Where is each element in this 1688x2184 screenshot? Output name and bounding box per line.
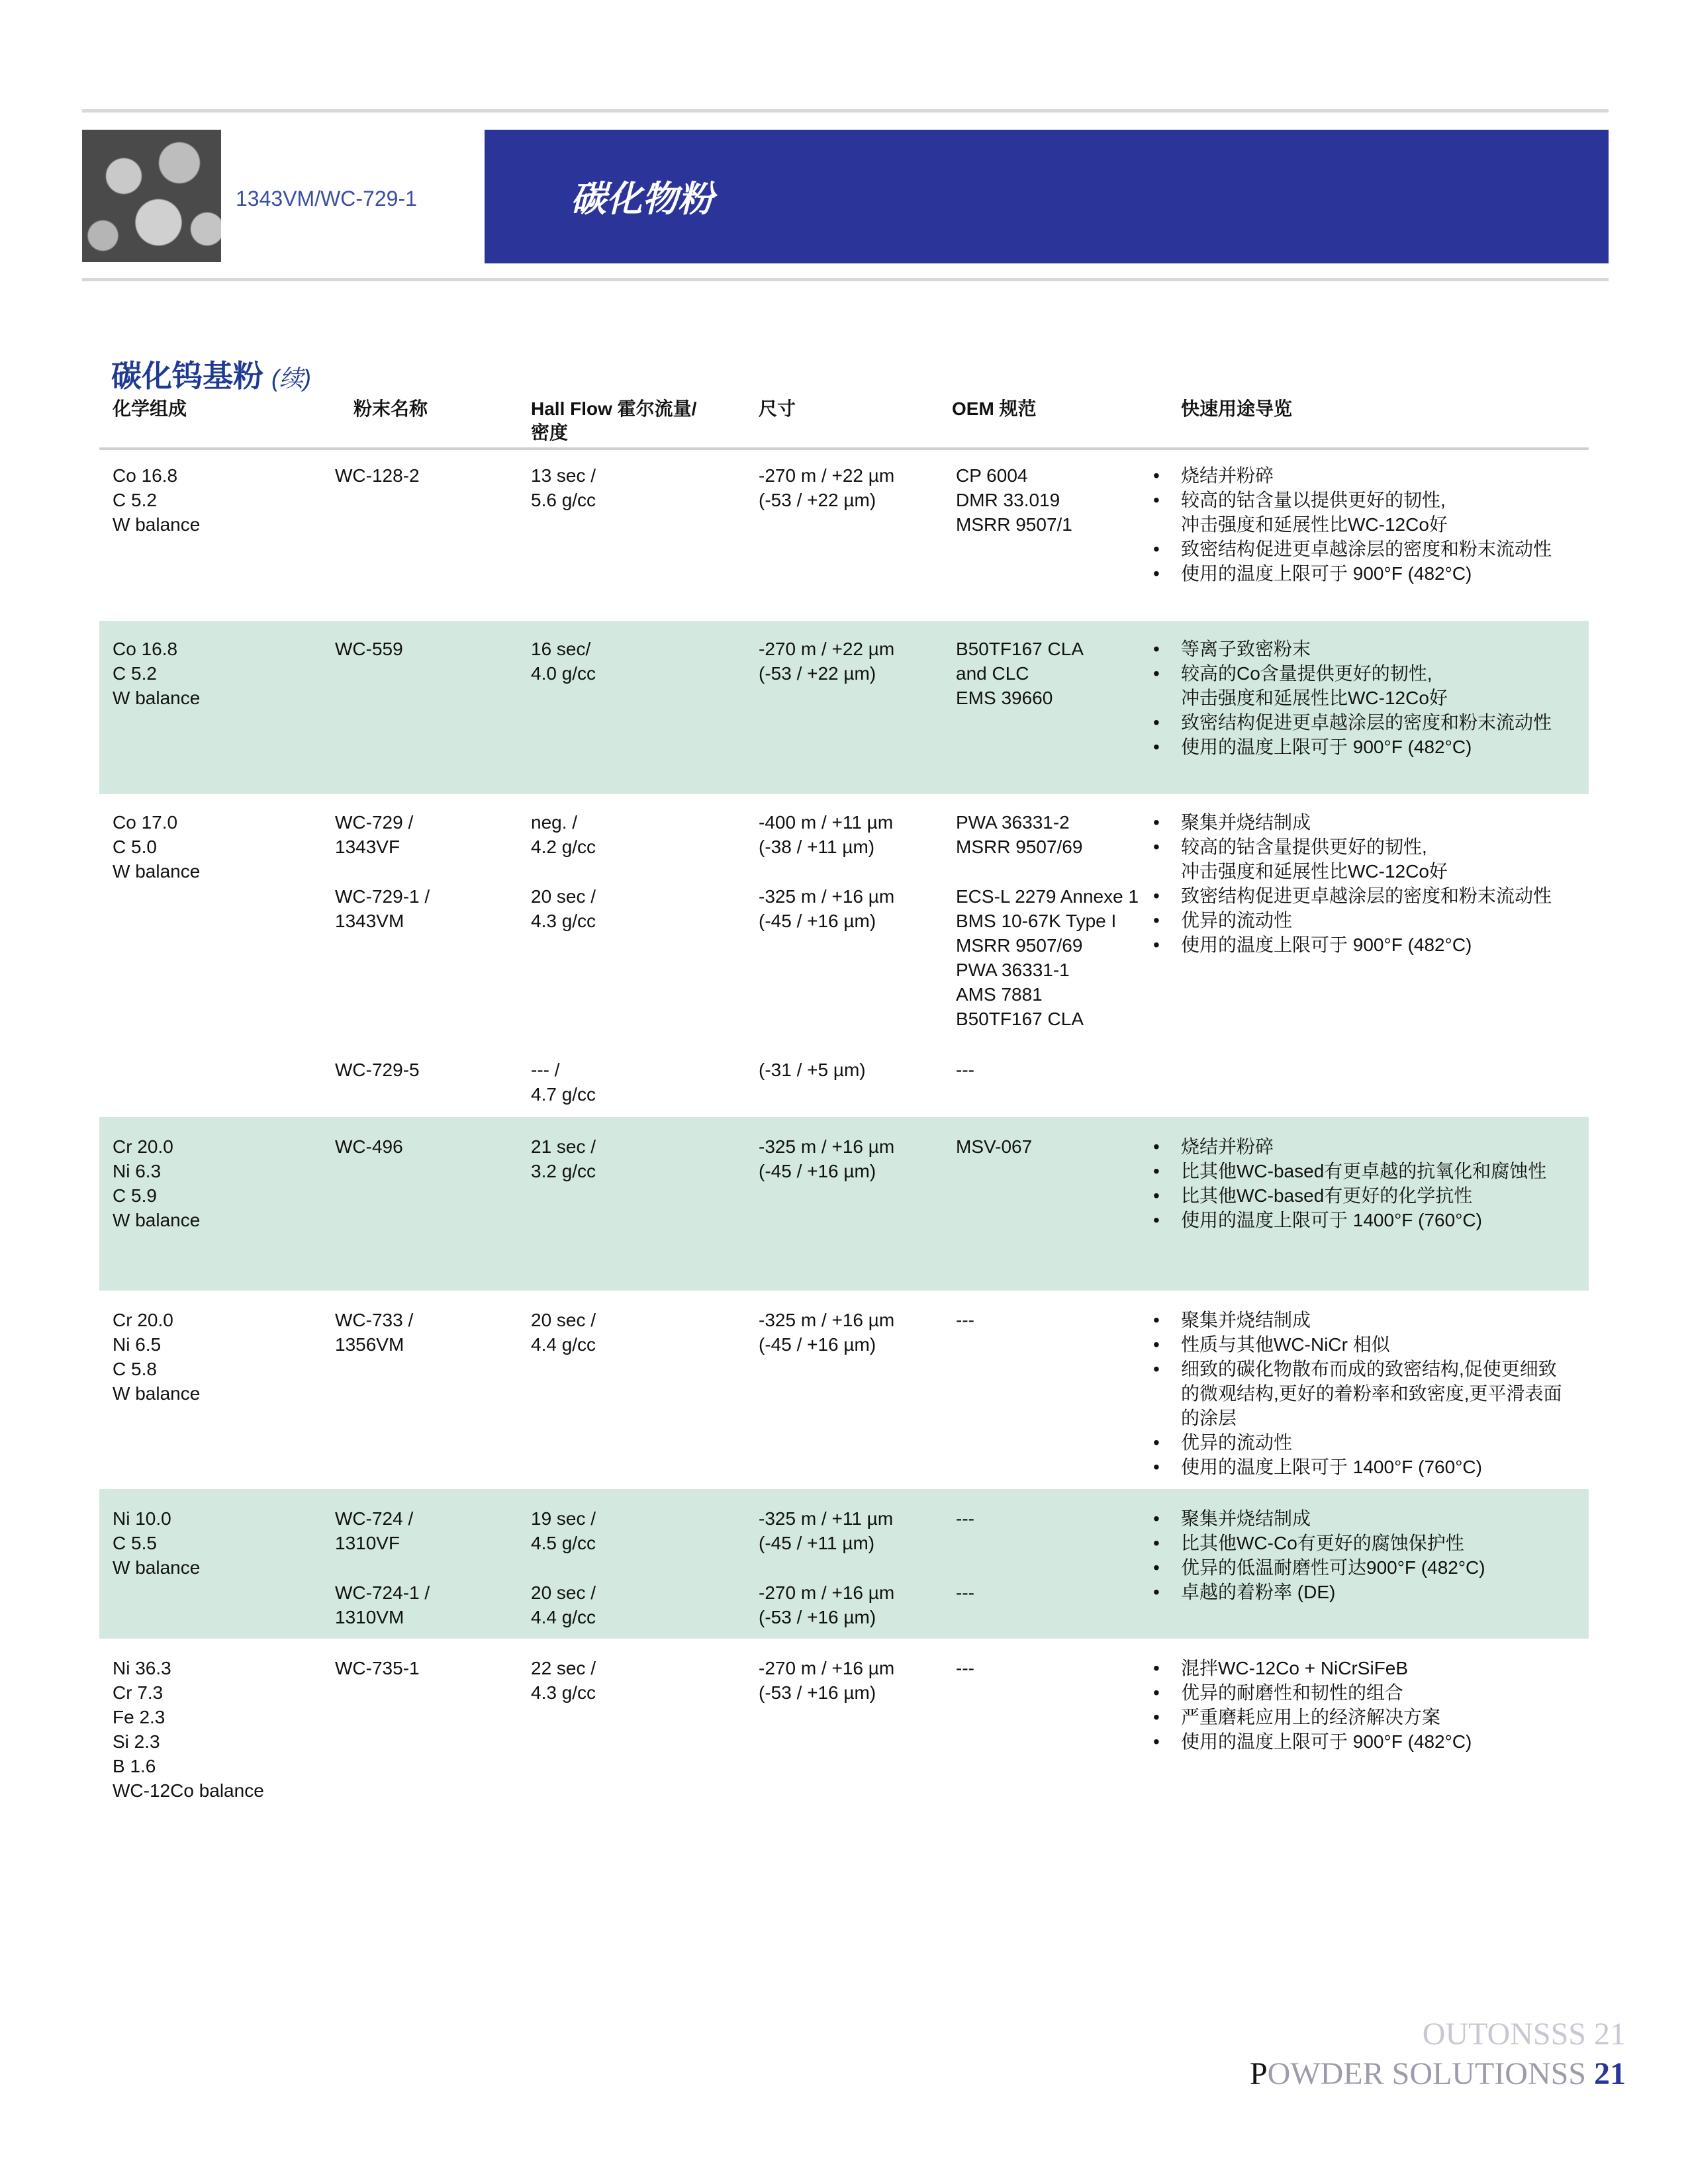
use-text: 致密结构促进更卓越涂层的密度和粉末流动性 (1181, 539, 1552, 559)
use-item (1153, 933, 1552, 957)
powder-name-cell (335, 1506, 413, 1555)
use-text: 烧结并粉碎 (1181, 1136, 1274, 1157)
size-cell (759, 637, 894, 686)
oem-spec-cell (956, 1580, 974, 1605)
oem-spec-cell (956, 884, 1139, 1031)
size-cell (759, 1580, 894, 1629)
col-header-uses: 快速用途导览 (1181, 398, 1293, 419)
hall-flow-cell (531, 884, 596, 933)
powder-name-line: 1343VF (335, 837, 400, 857)
bullet-icon: • (1153, 1707, 1160, 1727)
col-header-hall-flow-line1: Hall Flow 霍尔流量/ (531, 398, 697, 419)
oem-spec-line: MSV-067 (956, 1136, 1033, 1157)
use-text: 致密结构促进更卓越涂层的密度和粉末流动性 (1181, 712, 1552, 733)
powder-name-line: WC-559 (335, 639, 403, 659)
composition-cell (113, 463, 200, 537)
composition-line: Si 2.3 (113, 1731, 160, 1752)
size-line: -270 m / +22 µm (759, 639, 895, 659)
bullet-icon: • (1153, 1359, 1160, 1379)
use-item (1153, 1455, 1562, 1479)
use-item (1153, 561, 1552, 586)
hall-flow-line: 4.4 g/cc (531, 1334, 596, 1355)
oem-spec-line: MSRR 9507/69 (956, 837, 1083, 857)
oem-spec-line: and CLC (956, 663, 1029, 684)
composition-line: Ni 6.3 (113, 1161, 162, 1181)
use-text: 聚集并烧结制成 (1181, 1508, 1311, 1529)
composition-line: C 5.9 (113, 1185, 157, 1206)
composition-line: Co 16.8 (113, 465, 178, 486)
quick-uses-list (1153, 1134, 1546, 1232)
hall-flow-line: 5.6 g/cc (531, 490, 596, 510)
powder-name-line: WC-733 / (335, 1310, 414, 1330)
use-text: 等离子致密粉末 (1181, 639, 1311, 659)
col-header-oem: OEM 规范 (952, 398, 1037, 419)
use-text: 的涂层 (1181, 1408, 1237, 1428)
bullet-icon: • (1153, 490, 1160, 510)
title-banner (485, 130, 1609, 263)
col-header-powder-name: 粉末名称 (353, 398, 428, 419)
use-text: 卓越的着粉率 (DE) (1181, 1582, 1336, 1602)
banner-title: 碳化物粉 (571, 179, 714, 219)
powder-name-line: 1356VM (335, 1334, 404, 1355)
composition-line: WC-12Co balance (113, 1780, 264, 1801)
hall-flow-line: 4.2 g/cc (531, 837, 596, 857)
product-code: 1343VM/WC-729-1 (236, 187, 417, 210)
use-item (1153, 1430, 1562, 1455)
size-line: -270 m / +22 µm (759, 465, 895, 486)
size-line: (-38 / +11 µm) (759, 837, 875, 857)
powder-name-cell (335, 463, 420, 488)
oem-spec-line: B50TF167 CLA (956, 1009, 1084, 1029)
use-text: 使用的温度上限可于 1400°F (760°C) (1181, 1457, 1482, 1477)
size-line: -325 m / +11 µm (759, 1508, 894, 1529)
size-line: (-53 / +22 µm) (759, 490, 876, 510)
bullet-icon: • (1153, 663, 1160, 684)
composition-line: W balance (113, 1557, 201, 1578)
use-item (1153, 1208, 1546, 1232)
composition-line: Cr 7.3 (113, 1682, 164, 1703)
size-cell (759, 463, 894, 512)
use-item (1153, 463, 1552, 488)
use-item (1153, 1506, 1485, 1531)
size-line: -325 m / +16 µm (759, 886, 895, 907)
use-item (1153, 537, 1552, 561)
col-header-size: 尺寸 (759, 398, 796, 419)
bullet-icon: • (1153, 539, 1160, 559)
size-cell (759, 1134, 894, 1183)
powder-name-line: WC-128-2 (335, 465, 420, 486)
hall-flow-cell (531, 1058, 596, 1107)
use-text: 比其他WC-Co有更好的腐蚀保护性 (1181, 1533, 1464, 1553)
bullet-icon: • (1153, 1432, 1160, 1453)
bullet-icon: • (1153, 1334, 1160, 1355)
quick-uses-list (1153, 1656, 1472, 1754)
size-line: (-31 / +5 µm) (759, 1060, 866, 1080)
use-item (1153, 1134, 1546, 1159)
bullet-icon: • (1153, 1185, 1160, 1206)
use-text: 较高的钴含量提供更好的韧性, (1181, 837, 1427, 857)
hall-flow-cell (531, 1506, 596, 1555)
use-text: 冲击强度和延展性比WC-12Co好 (1181, 688, 1448, 708)
hall-flow-line: 16 sec/ (531, 639, 591, 659)
bullet-icon: • (1153, 1533, 1160, 1553)
powder-name-cell (335, 884, 430, 933)
composition-cell (113, 637, 200, 710)
size-line: (-45 / +11 µm) (759, 1533, 875, 1553)
header-top-rule (82, 109, 1609, 113)
use-text: 使用的温度上限可于 900°F (482°C) (1181, 737, 1472, 757)
use-item (1153, 1332, 1562, 1357)
hall-flow-line: 4.0 g/cc (531, 663, 596, 684)
use-item (1153, 1357, 1562, 1430)
composition-cell (113, 1506, 200, 1580)
composition-cell (113, 1308, 200, 1406)
hall-flow-line: 3.2 g/cc (531, 1161, 596, 1181)
bullet-icon: • (1153, 812, 1160, 833)
size-cell (759, 1058, 866, 1082)
bullet-icon: • (1153, 1457, 1160, 1477)
hall-flow-line: 20 sec / (531, 1310, 596, 1330)
bullet-icon: • (1153, 1161, 1160, 1181)
hall-flow-line: 20 sec / (531, 886, 596, 907)
composition-line: C 5.0 (113, 837, 157, 857)
use-text: 较高的Co含量提供更好的韧性, (1181, 663, 1432, 684)
use-text: 细致的碳化物散布而成的致密结构,促使更细致 (1181, 1359, 1557, 1379)
size-line: (-53 / +22 µm) (759, 663, 876, 684)
bullet-icon: • (1153, 1508, 1160, 1529)
use-item (1153, 488, 1552, 537)
use-text: 冲击强度和延展性比WC-12Co好 (1181, 514, 1448, 535)
use-text: 使用的温度上限可于 900°F (482°C) (1181, 934, 1472, 955)
powder-name-line: 1310VF (335, 1533, 400, 1553)
powder-name-line: WC-724-1 / (335, 1582, 430, 1603)
col-header-hall-flow-line2: 密度 (531, 422, 569, 443)
footer-initial: P (1249, 2056, 1268, 2091)
use-text: 严重磨耗应用上的经济解决方案 (1181, 1707, 1441, 1727)
bullet-icon: • (1153, 1557, 1160, 1578)
use-text: 性质与其他WC-NiCr 相似 (1181, 1334, 1390, 1355)
hall-flow-line: neg. / (531, 812, 578, 833)
use-text: 比其他WC-based有更好的化学抗性 (1181, 1185, 1473, 1206)
powder-name-cell (335, 637, 403, 661)
bullet-icon: • (1153, 1582, 1160, 1602)
use-text: 优异的耐磨性和韧性的组合 (1181, 1682, 1404, 1703)
use-text: 较高的钴含量以提供更好的韧性, (1181, 490, 1446, 510)
composition-line: C 5.8 (113, 1359, 157, 1379)
use-item (1153, 1729, 1472, 1754)
oem-spec-line: AMS 7881 (956, 984, 1043, 1005)
oem-spec-line: CP 6004 (956, 465, 1028, 486)
use-text: 混拌WC-12Co + NiCrSiFeB (1181, 1658, 1409, 1678)
use-item (1153, 1680, 1472, 1705)
hall-flow-cell (531, 637, 596, 686)
hall-flow-line: 4.4 g/cc (531, 1607, 596, 1627)
use-item (1153, 1159, 1546, 1183)
quick-uses-list (1153, 1308, 1562, 1479)
powder-name-line: WC-729-1 / (335, 886, 430, 907)
size-line: -400 m / +11 µm (759, 812, 894, 833)
composition-line: Cr 20.0 (113, 1310, 173, 1330)
use-item (1153, 661, 1552, 710)
use-text: 优异的流动性 (1181, 910, 1293, 931)
oem-spec-cell (956, 637, 1084, 710)
use-text: 优异的低温耐磨性可达900°F (482°C) (1181, 1557, 1485, 1578)
size-line: (-45 / +16 µm) (759, 1161, 876, 1181)
size-line: (-45 / +16 µm) (759, 911, 876, 931)
composition-line: C 5.2 (113, 490, 157, 510)
bullet-icon: • (1153, 837, 1160, 857)
use-text: 优异的流动性 (1181, 1432, 1293, 1453)
use-item (1153, 1656, 1472, 1680)
use-item (1153, 835, 1552, 884)
size-line: -270 m / +16 µm (759, 1658, 895, 1678)
use-text: 使用的温度上限可于 1400°F (760°C) (1181, 1210, 1482, 1230)
use-item (1153, 710, 1552, 735)
powder-name-line: WC-729 / (335, 812, 414, 833)
size-line: (-45 / +16 µm) (759, 1334, 876, 1355)
oem-spec-cell (956, 1506, 974, 1531)
composition-line: Cr 20.0 (113, 1136, 173, 1157)
powder-name-line: 1343VM (335, 911, 404, 931)
bullet-icon: • (1153, 1682, 1160, 1703)
use-item (1153, 735, 1552, 759)
hall-flow-line: 4.3 g/cc (531, 911, 596, 931)
hall-flow-cell (531, 1134, 596, 1183)
oem-spec-line: MSRR 9507/1 (956, 514, 1072, 535)
bullet-icon: • (1153, 712, 1160, 733)
powder-micrograph-image (82, 130, 221, 262)
bullet-icon: • (1153, 1210, 1160, 1230)
composition-line: Co 17.0 (113, 812, 178, 833)
use-item (1153, 884, 1552, 908)
header-bottom-rule (82, 278, 1609, 281)
section-title (111, 352, 311, 396)
size-line: (-53 / +16 µm) (759, 1682, 876, 1703)
use-item (1153, 908, 1552, 933)
use-text: 聚集并烧结制成 (1181, 812, 1311, 833)
oem-spec-line: --- (956, 1582, 974, 1603)
quick-uses-list (1153, 463, 1552, 586)
oem-spec-line: BMS 10-67K Type I (956, 911, 1117, 931)
bullet-icon: • (1153, 1310, 1160, 1330)
size-line: (-53 / +16 µm) (759, 1607, 876, 1627)
hall-flow-line: 4.5 g/cc (531, 1533, 596, 1553)
hall-flow-cell (531, 463, 596, 512)
oem-spec-cell (956, 1134, 1032, 1159)
composition-line: W balance (113, 1210, 201, 1230)
quick-uses-list (1153, 810, 1552, 957)
oem-spec-cell (956, 1308, 974, 1332)
size-line: -270 m / +16 µm (759, 1582, 895, 1603)
composition-line: C 5.2 (113, 663, 157, 684)
composition-line: W balance (113, 861, 201, 882)
composition-cell (113, 1656, 264, 1803)
composition-line: Ni 6.5 (113, 1334, 162, 1355)
hall-flow-line: 4.3 g/cc (531, 1682, 596, 1703)
oem-spec-line: B50TF167 CLA (956, 639, 1084, 659)
bullet-icon: • (1153, 934, 1160, 955)
hall-flow-cell (531, 1580, 596, 1629)
hall-flow-line: 21 sec / (531, 1136, 596, 1157)
composition-line: W balance (113, 688, 201, 708)
hall-flow-line: 19 sec / (531, 1508, 596, 1529)
oem-spec-line: PWA 36331-1 (956, 960, 1070, 980)
powder-name-cell (335, 1058, 420, 1082)
use-item (1153, 810, 1552, 835)
powder-name-cell (335, 1580, 430, 1629)
use-text: 致密结构促进更卓越涂层的密度和粉末流动性 (1181, 886, 1552, 906)
quick-uses-list (1153, 637, 1552, 759)
use-item (1153, 1555, 1485, 1580)
section-continued: (续) (271, 365, 311, 392)
bullet-icon: • (1153, 639, 1160, 659)
oem-spec-line: --- (956, 1060, 974, 1080)
footer-page-label-faded: OUTONSSS 21 (1422, 2017, 1626, 2052)
bullet-icon: • (1153, 737, 1160, 757)
oem-spec-line: MSRR 9507/69 (956, 935, 1083, 956)
composition-line: Ni 36.3 (113, 1658, 171, 1678)
hall-flow-cell (531, 810, 596, 859)
powder-name-line: WC-729-5 (335, 1060, 420, 1080)
oem-spec-cell (956, 1058, 974, 1082)
bullet-icon: • (1153, 886, 1160, 906)
composition-line: B 1.6 (113, 1756, 156, 1776)
footer-page-number: 21 (1594, 2056, 1626, 2091)
powder-name-cell (335, 1656, 420, 1680)
composition-line: Co 16.8 (113, 639, 178, 659)
col-header-composition: 化学组成 (113, 398, 187, 419)
hall-flow-line: 22 sec / (531, 1658, 596, 1678)
header-underline (99, 447, 1589, 450)
oem-spec-line: --- (956, 1508, 974, 1529)
hall-flow-cell (531, 1308, 596, 1357)
footer-page-label (1250, 2056, 1626, 2092)
oem-spec-line: EMS 39660 (956, 688, 1053, 708)
oem-spec-line: --- (956, 1310, 974, 1330)
use-text: 冲击强度和延展性比WC-12Co好 (1181, 861, 1448, 882)
bullet-icon: • (1153, 910, 1160, 931)
composition-line: W balance (113, 1383, 201, 1404)
size-line: -325 m / +16 µm (759, 1310, 895, 1330)
col-header-hall-flow (531, 397, 696, 445)
oem-spec-line: DMR 33.019 (956, 490, 1060, 510)
powder-name-line: WC-724 / (335, 1508, 414, 1529)
use-item (1153, 1531, 1485, 1555)
use-text: 比其他WC-based有更卓越的抗氧化和腐蚀性 (1181, 1161, 1547, 1181)
powder-name-cell (335, 1134, 403, 1159)
quick-uses-list (1153, 1506, 1485, 1604)
composition-line: Ni 10.0 (113, 1508, 171, 1529)
size-cell (759, 884, 894, 933)
size-cell (759, 810, 893, 859)
use-text: 聚集并烧结制成 (1181, 1310, 1311, 1330)
hall-flow-line: 4.7 g/cc (531, 1084, 596, 1105)
footer-title: OWDER SOLUTIONSS (1267, 2056, 1594, 2091)
use-item (1153, 1580, 1485, 1604)
use-item (1153, 1308, 1562, 1332)
bullet-icon: • (1153, 1136, 1160, 1157)
composition-line: C 5.5 (113, 1533, 157, 1553)
composition-cell (113, 810, 200, 884)
composition-line: Fe 2.3 (113, 1707, 165, 1727)
use-item (1153, 1705, 1472, 1729)
powder-name-cell (335, 810, 413, 859)
composition-cell (113, 1134, 200, 1232)
powder-name-line: 1310VM (335, 1607, 404, 1627)
powder-name-line: WC-496 (335, 1136, 403, 1157)
bullet-icon: • (1153, 1731, 1160, 1752)
bullet-icon: • (1153, 1658, 1160, 1678)
bullet-icon: • (1153, 465, 1160, 486)
oem-spec-cell (956, 1656, 974, 1680)
bullet-icon: • (1153, 563, 1160, 584)
section-title-text: 碳化钨基粉 (111, 359, 263, 393)
use-text: 使用的温度上限可于 900°F (482°C) (1181, 1731, 1472, 1752)
powder-name-line: WC-735-1 (335, 1658, 420, 1678)
size-line: -325 m / +16 µm (759, 1136, 895, 1157)
composition-line: W balance (113, 514, 201, 535)
size-cell (759, 1506, 893, 1555)
oem-spec-line: --- (956, 1658, 974, 1678)
hall-flow-line: --- / (531, 1060, 560, 1080)
hall-flow-line: 13 sec / (531, 465, 596, 486)
oem-spec-line: ECS-L 2279 Annexe 1 (956, 886, 1139, 907)
use-text: 使用的温度上限可于 900°F (482°C) (1181, 563, 1472, 584)
use-item (1153, 637, 1552, 661)
hall-flow-line: 20 sec / (531, 1582, 596, 1603)
size-cell (759, 1308, 894, 1357)
use-item (1153, 1183, 1546, 1208)
use-text: 的微观结构,更好的着粉率和致密度,更平滑表面 (1181, 1383, 1562, 1404)
size-cell (759, 1656, 894, 1705)
powder-name-cell (335, 1308, 413, 1357)
oem-spec-line: PWA 36331-2 (956, 812, 1070, 833)
hall-flow-cell (531, 1656, 596, 1705)
use-text: 烧结并粉碎 (1181, 465, 1274, 486)
oem-spec-cell (956, 810, 1082, 859)
oem-spec-cell (956, 463, 1072, 537)
